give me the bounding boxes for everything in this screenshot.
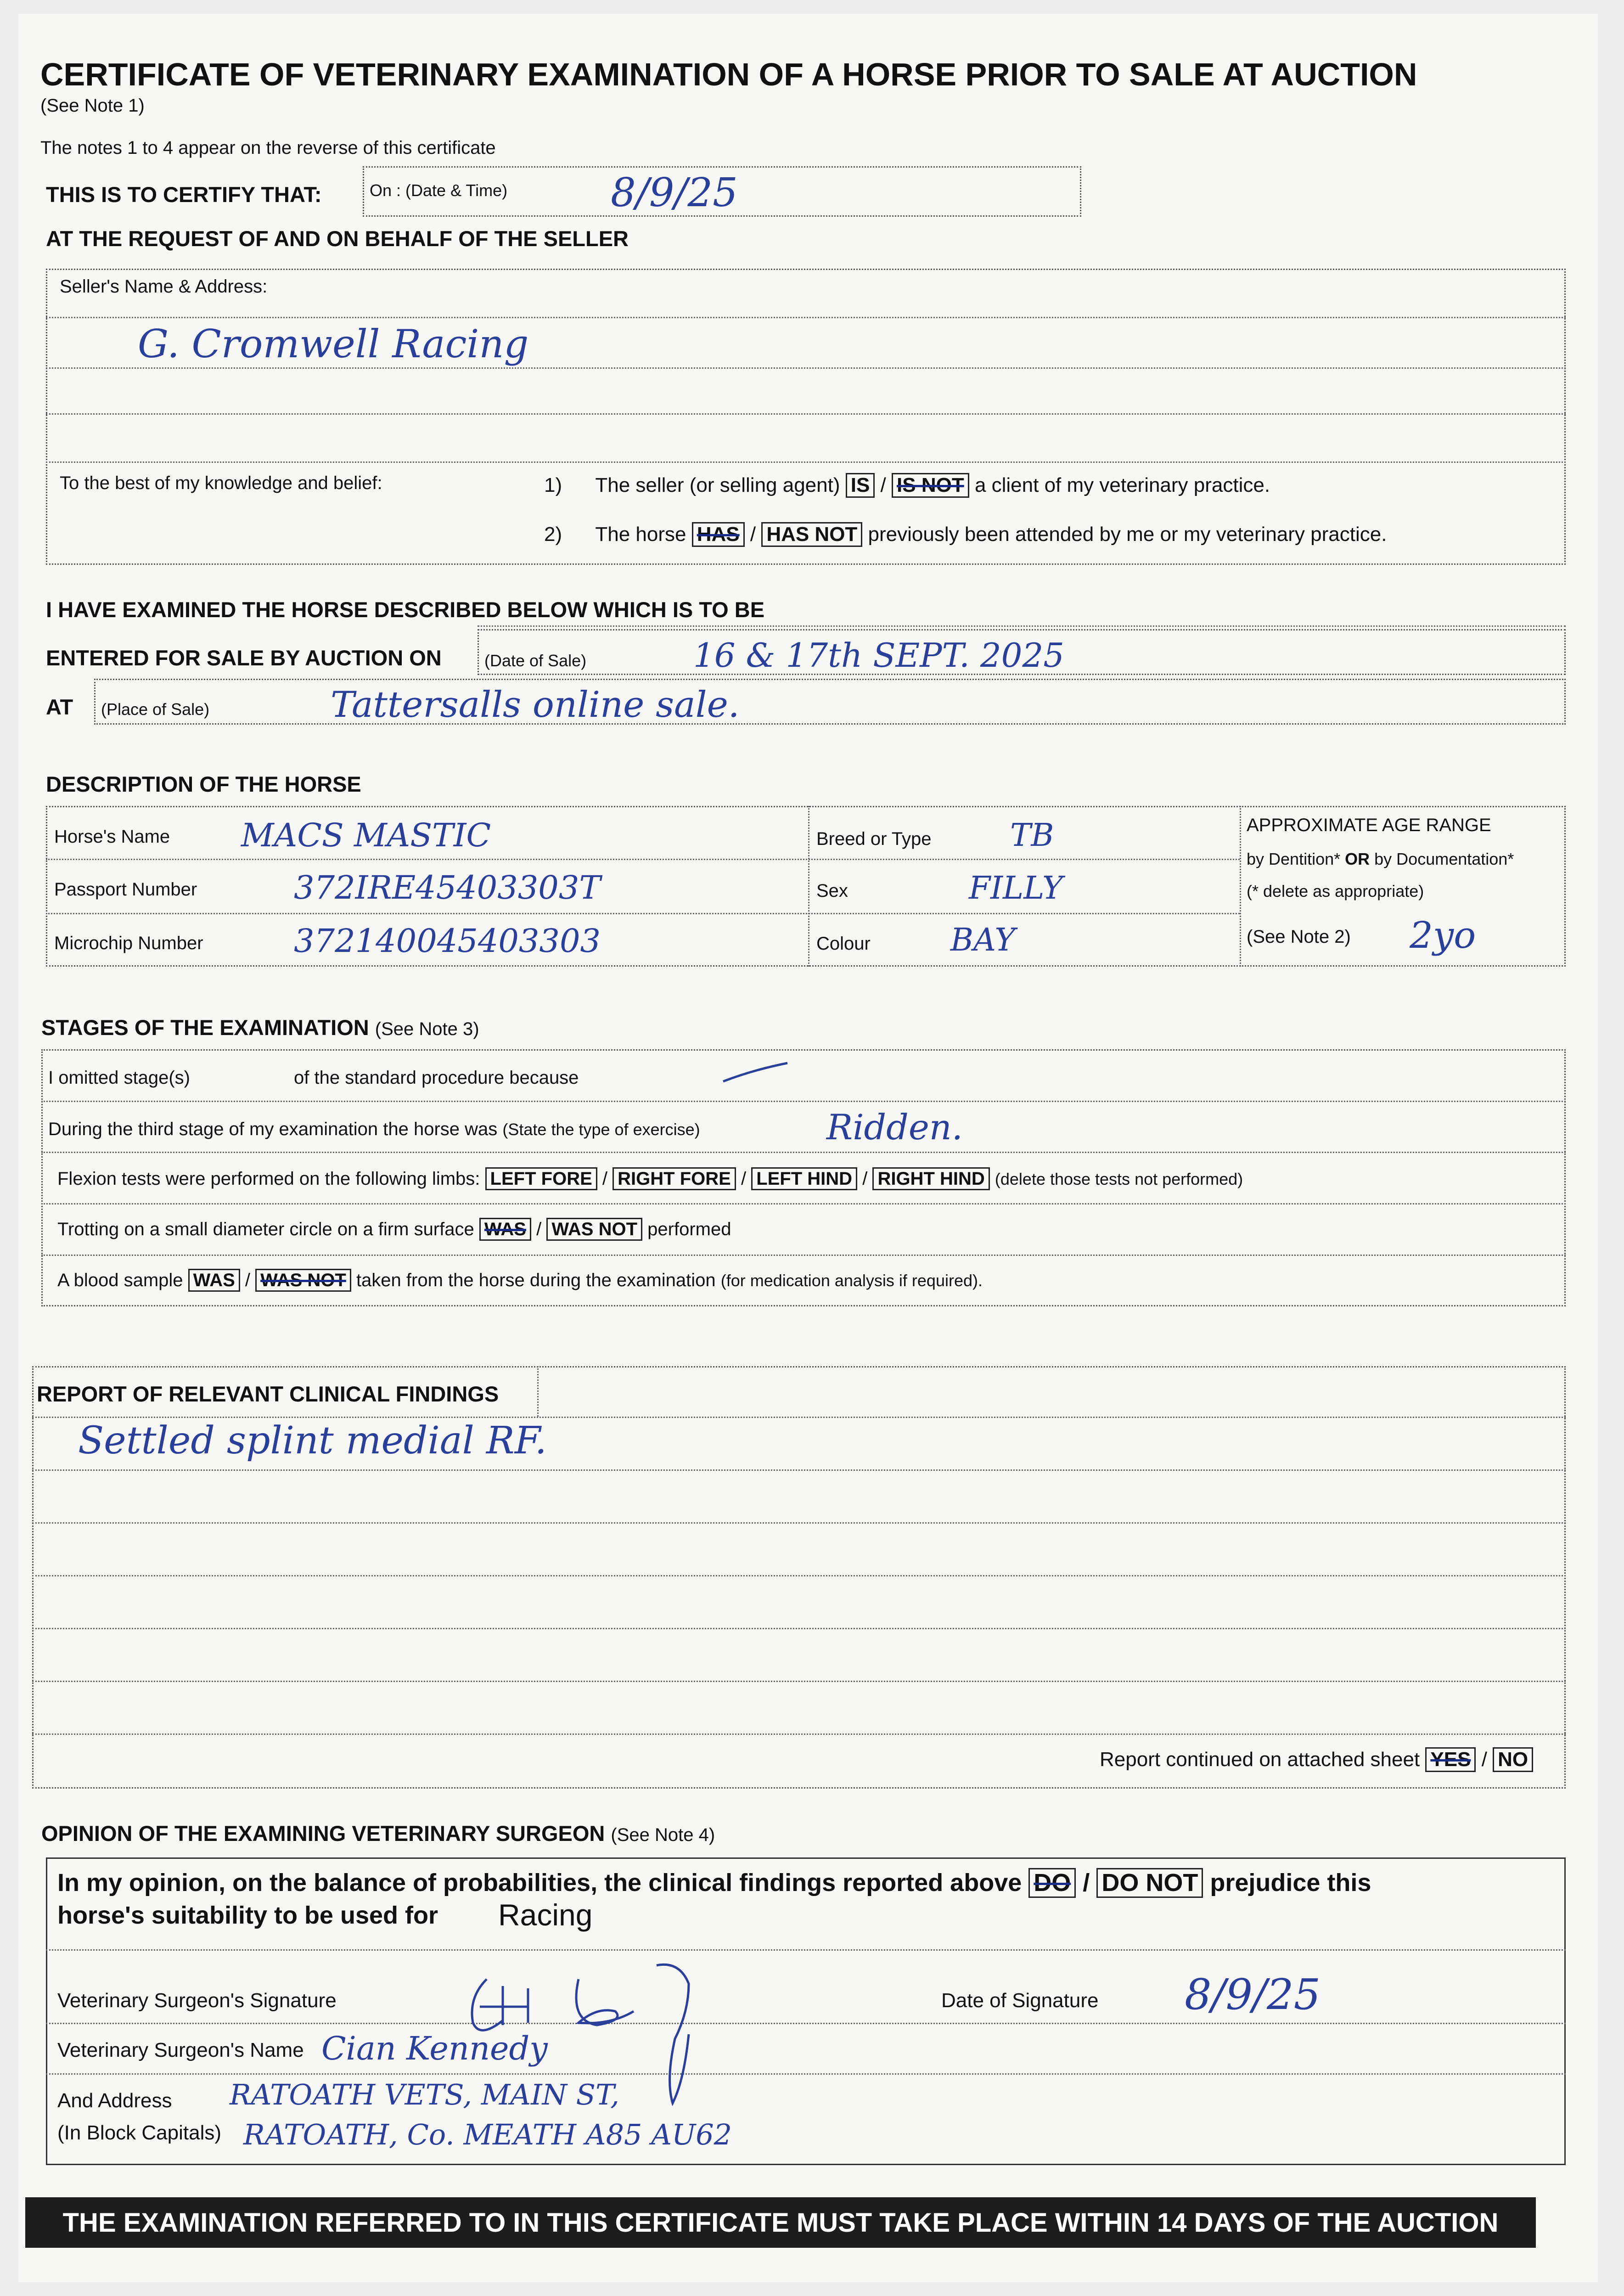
trotting-row [57,1218,731,1241]
stages-row-divider [41,1152,1566,1153]
entered-label: ENTERED FOR SALE BY AUCTION ON [46,646,442,670]
horse-name-field[interactable]: MACS MASTIC [241,816,491,854]
description-row-divider [46,859,1240,860]
vet-name-field[interactable]: Cian Kennedy [321,2030,548,2067]
blood-row [57,1269,983,1292]
age-by-dentition: by Dentition* [1247,850,1341,868]
age-field[interactable]: 2yo [1410,914,1476,957]
opinion-divider [46,2023,1566,2024]
footer-notice: THE EXAMINATION REFERRED TO IN THIS CERTIFICATE MUST TAKE PLACE WITHIN 14 DAYS OF THE AUCTION [25,2197,1536,2248]
date-time-label: On : (Date & Time) [370,181,508,200]
trot-was-not-option[interactable]: WAS NOT [546,1218,642,1241]
stmt2-pre: The horse [595,523,686,546]
see-note-1: (See Note 1) [40,96,145,116]
stages-row-divider [41,1101,1566,1102]
opinion-heading-text: OPINION OF THE EXAMINING VETERINARY SURGEON [41,1821,605,1846]
findings-field[interactable]: Settled splint medial RF. [78,1419,547,1463]
sex-label: Sex [816,881,848,901]
request-label: AT THE REQUEST OF AND ON BEHALF OF THE SELLER [46,226,629,251]
passport-label: Passport Number [54,879,197,900]
date-of-sale-field[interactable]: 16 & 17th SEPT. 2025 [693,636,1065,675]
colour-field[interactable]: BAY [950,922,1016,958]
omitted-label: I omitted stage(s) [48,1068,191,1088]
certify-label: THIS IS TO CERTIFY THAT: [46,182,322,207]
flexion-row [57,1167,1243,1190]
trot-was-option[interactable]: WAS [479,1218,531,1241]
blood-was-option[interactable]: WAS [188,1269,240,1292]
date-of-sale-label: (Date of Sale) [484,651,587,670]
age-title: APPROXIMATE AGE RANGE [1247,815,1491,835]
age-method [1247,850,1514,869]
trotting-pre: Trotting on a small diameter circle on a firm surface [57,1219,474,1239]
limb-left-hind-option[interactable]: LEFT HIND [751,1167,857,1190]
stmt1-sep: / [880,474,886,496]
blood-note: (for medication analysis if required). [720,1271,983,1290]
place-of-sale-field[interactable]: Tattersalls online sale. [331,684,740,726]
vet-name-label: Veterinary Surgeon's Name [57,2039,304,2061]
seller-divider [46,317,1566,318]
findings-line [32,1417,1566,1418]
horse-name-label: Horse's Name [54,827,170,847]
seller-name-address-field[interactable]: G. Cromwell Racing [138,321,529,366]
stages-heading-text: STAGES OF THE EXAMINATION [41,1015,369,1040]
continued-sep: / [1481,1748,1487,1771]
stmt2-num: 2) [544,523,562,546]
opinion-heading [41,1821,715,1846]
colour-label: Colour [816,934,871,954]
stmt2-post: previously been attended by me or my veterinary practice. [868,523,1387,546]
stages-heading [41,1015,479,1040]
continued-no-option[interactable]: NO [1493,1747,1533,1772]
findings-line [32,1575,1566,1576]
trot-sep: / [536,1219,542,1239]
seller-divider [46,461,1566,463]
stmt1-num: 1) [544,474,562,496]
stages-row-divider [41,1255,1566,1256]
blood-post: taken from the horse during the examination [356,1270,716,1290]
place-of-sale-label: (Place of Sale) [101,700,210,719]
stages-row-divider [41,1203,1566,1204]
sale-divider [478,625,1566,627]
horse-has-option[interactable]: HAS [692,522,745,547]
opinion-line-2: horse's suitability to be used for [57,1902,438,1929]
seller-name-address-label: Seller's Name & Address: [60,276,268,297]
description-row-divider [46,913,1240,914]
age-see-note: (See Note 2) [1247,927,1351,947]
limb-sep: / [741,1169,747,1189]
passport-field[interactable]: 372IRE45403303T [294,869,601,906]
flexion-note: (delete those tests not performed) [995,1170,1243,1188]
findings-heading-divider [537,1366,539,1417]
seller-is-not-option[interactable]: IS NOT [892,473,969,498]
seller-divider [46,413,1566,415]
address-label-2: (In Block Capitals) [57,2122,222,2144]
opinion-divider [46,1949,1566,1951]
limb-sep: / [602,1169,608,1189]
age-by-documentation: by Documentation* [1374,850,1514,868]
stmt1-post: a client of my veterinary practice. [974,474,1270,496]
date-of-signature-field[interactable]: 8/9/25 [1185,1970,1321,2019]
omitted-tail: of the standard procedure because [294,1068,579,1088]
date-of-signature-label: Date of Signature [941,1989,1099,2012]
third-stage-label: During the third stage of my examination the horse was [48,1119,498,1139]
opinion-do-option[interactable]: DO [1028,1868,1076,1898]
blood-was-not-option[interactable]: WAS NOT [255,1269,351,1292]
address-line-2-field[interactable]: RATOATH, Co. MEATH A85 AU62 [243,2118,732,2151]
intended-use-field[interactable]: Racing [498,1898,593,1932]
limb-right-fore-option[interactable]: RIGHT FORE [613,1167,736,1190]
age-or: OR [1345,850,1370,868]
sex-field[interactable]: FILLY [969,870,1063,906]
signature-label: Veterinary Surgeon's Signature [57,1989,337,2012]
flexion-label: Flexion tests were performed on the following limbs: [57,1169,480,1189]
third-stage-field[interactable]: Ridden. [826,1107,963,1148]
opinion-sep: / [1083,1869,1090,1896]
findings-line [32,1469,1566,1471]
seller-is-option[interactable]: IS [846,473,875,498]
seller-box [46,269,1566,565]
opinion-heading-note: (See Note 4) [611,1825,715,1845]
date-time-field[interactable]: 8/9/25 [611,170,738,216]
opinion-divider [46,2073,1566,2075]
stages-heading-note: (See Note 3) [375,1019,479,1039]
address-label: And Address [57,2089,172,2112]
opinion-text-pre: In my opinion, on the balance of probabilities, the clinical findings reported above [57,1869,1022,1896]
blood-sep: / [245,1270,251,1290]
limb-sep: / [862,1169,868,1189]
limb-right-hind-option[interactable]: RIGHT HIND [872,1167,989,1190]
seller-divider [46,367,1566,369]
stmt1-pre: The seller (or selling agent) [595,474,840,496]
knowledge-label: To the best of my knowledge and belief: [60,473,382,493]
opinion-line-1 [57,1868,1371,1898]
notes-line: The notes 1 to 4 appear on the reverse of this certificate [40,138,496,158]
omitted-dash-mark [721,1058,790,1086]
opinion-text-post: prejudice this [1210,1869,1371,1896]
limb-left-fore-option[interactable]: LEFT FORE [485,1167,597,1190]
place-of-sale-box [94,679,1566,725]
horse-has-not-option[interactable]: HAS NOT [761,522,862,547]
examined-line: I HAVE EXAMINED THE HORSE DESCRIBED BELOW WHICH IS TO BE [46,597,765,622]
third-stage-row [48,1119,700,1140]
blood-pre: A blood sample [57,1270,183,1290]
breed-label: Breed or Type [816,829,932,849]
description-col-divider [808,806,809,967]
at-label: AT [46,695,73,719]
continued-yes-option[interactable]: YES [1425,1747,1476,1772]
microchip-field[interactable]: 372140045403303 [294,922,601,960]
stmt2-sep: / [750,523,756,546]
horse-attended-statement [544,522,1387,547]
age-delete-note: (* delete as appropriate) [1247,882,1424,900]
findings-heading: REPORT OF RELEVANT CLINICAL FINDINGS [37,1382,499,1406]
breed-field[interactable]: TB [1010,817,1054,854]
third-stage-note: (State the type of exercise) [502,1120,700,1139]
findings-line [32,1733,1566,1735]
continued-row [1100,1747,1533,1772]
findings-line [32,1522,1566,1524]
findings-line [32,1681,1566,1682]
address-line-1-field[interactable]: RATOATH VETS, MAIN ST, [230,2078,619,2111]
seller-client-statement [544,473,1270,498]
continued-label: Report continued on attached sheet [1100,1748,1420,1771]
trotting-post: performed [647,1219,731,1239]
opinion-do-not-option[interactable]: DO NOT [1096,1868,1203,1898]
certificate-title: CERTIFICATE OF VETERINARY EXAMINATION OF A HORSE PRIOR TO SALE AT AUCTION [40,56,1417,92]
description-col-divider [1240,806,1241,967]
microchip-label: Microchip Number [54,933,203,953]
description-heading: DESCRIPTION OF THE HORSE [46,772,361,796]
findings-line [32,1628,1566,1629]
